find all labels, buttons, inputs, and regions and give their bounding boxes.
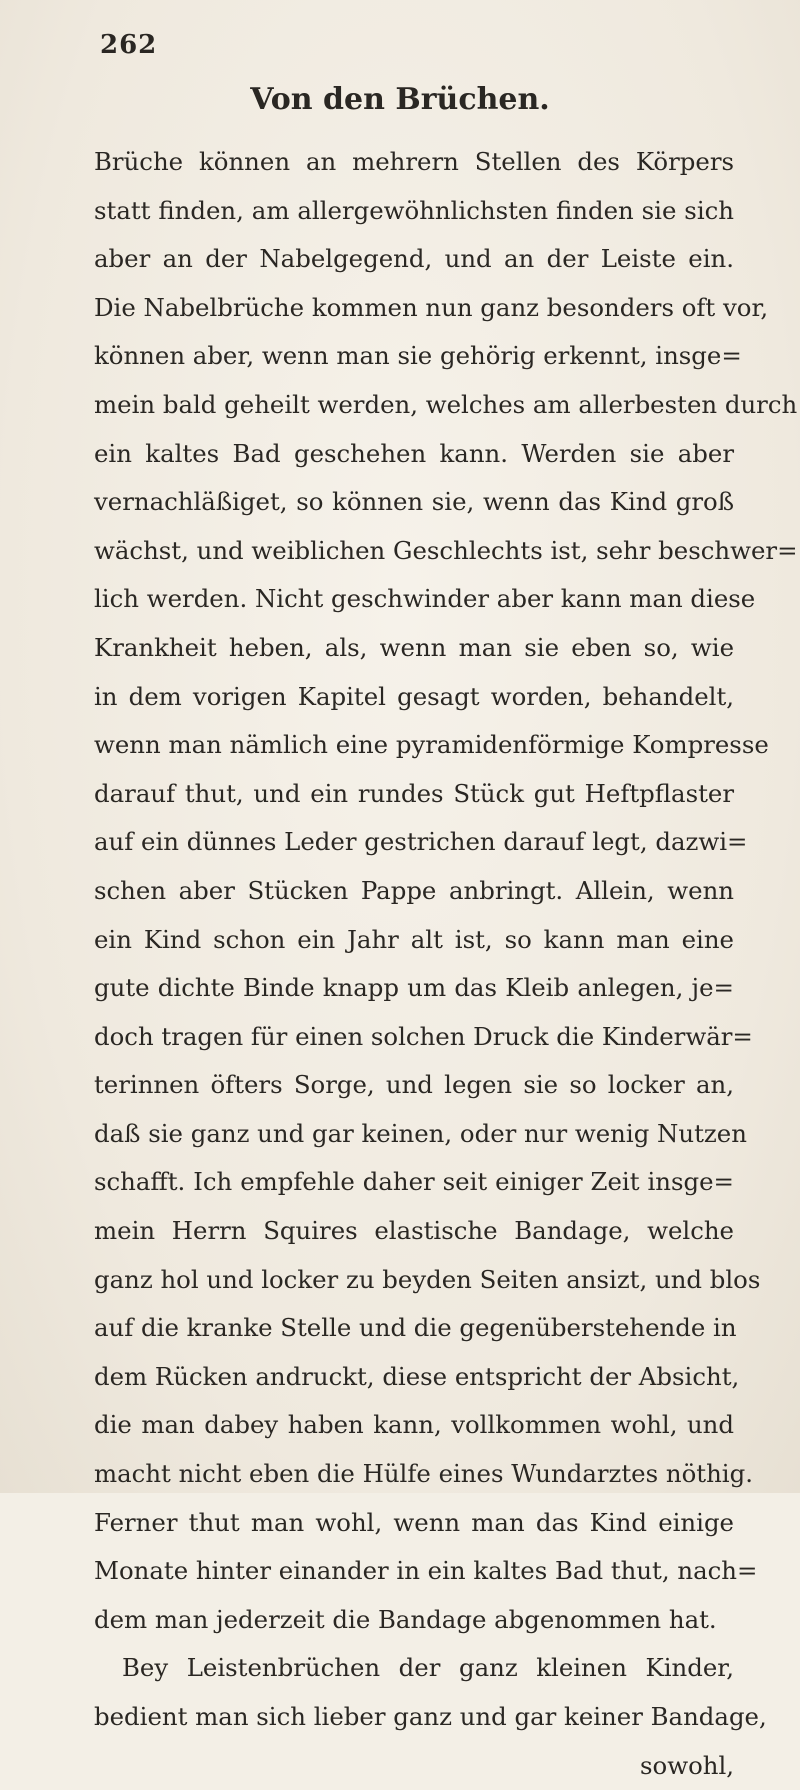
- text-line: mein bald geheilt werden, welches am allerbesten durch: [94, 389, 798, 419]
- chapter-heading: Von den Brüchen.: [250, 82, 550, 117]
- text-line: können aber, wenn man sie gehörig erkennt, insge=: [94, 341, 742, 371]
- text-line: die man dabey haben kann, vollkommen wohl, und: [94, 1410, 734, 1440]
- text-line: Ferner thut man wohl, wenn man das Kind einige: [94, 1507, 734, 1537]
- text-line: macht nicht eben die Hülfe eines Wundarztes nöthig.: [94, 1459, 753, 1489]
- text-line: mein Herrn Squires elastische Bandage, welche: [94, 1216, 734, 1246]
- text-line: dem Rücken andruckt, diese entspricht der Absicht,: [94, 1361, 740, 1391]
- text-line: ein Kind schon ein Jahr alt ist, so kann man eine: [94, 924, 734, 954]
- catchword: sowohl,: [640, 1750, 735, 1780]
- text-line: Krankheit heben, als, wenn man sie eben so, wie: [94, 632, 734, 662]
- text-line: terinnen öfters Sorge, und legen sie so locker an,: [94, 1070, 734, 1100]
- text-line: schen aber Stücken Pappe anbringt. Allein, wenn: [94, 875, 734, 905]
- text-line: Monate hinter einander in ein kaltes Bad thut, nach=: [94, 1556, 758, 1586]
- text-line: in dem vorigen Kapitel gesagt worden, behandelt,: [94, 681, 734, 711]
- text-line: auf die kranke Stelle und die gegenüberstehende in: [94, 1313, 737, 1343]
- text-line: ein kaltes Bad geschehen kann. Werden sie aber: [94, 438, 734, 468]
- text-line: schafft. Ich empfehle daher seit einiger Zeit insge=: [94, 1167, 734, 1197]
- text-line: ganz hol und locker zu beyden Seiten ansizt, und blos: [94, 1264, 761, 1294]
- text-line: aber an der Nabelgegend, und an der Leiste ein.: [94, 244, 734, 274]
- page-number: 262: [100, 30, 158, 60]
- text-line: daß sie ganz und gar keinen, oder nur wenig Nutzen: [94, 1118, 747, 1148]
- text-line: dem man jederzeit die Bandage abgenommen hat.: [94, 1604, 717, 1634]
- text-line: auf ein dünnes Leder gestrichen darauf legt, dazwi=: [94, 827, 748, 857]
- text-line: Bey Leistenbrüchen der ganz kleinen Kinder,: [122, 1653, 734, 1683]
- text-line: wächst, und weiblichen Geschlechts ist, sehr beschwer=: [94, 535, 798, 565]
- body-text: [94, 138, 798, 1790]
- text-line: vernachläßiget, so können sie, wenn das Kind groß: [94, 487, 734, 517]
- text-line: doch tragen für einen solchen Druck die Kinderwär=: [94, 1021, 753, 1051]
- text-line: gute dichte Binde knapp um das Kleib anlegen, je=: [94, 973, 734, 1003]
- text-line: wenn man nämlich eine pyramidenförmige Kompresse: [94, 730, 769, 760]
- text-line: darauf thut, und ein rundes Stück gut Heftpflaster: [94, 778, 734, 808]
- text-line: bedient man sich lieber ganz und gar keiner Bandage,: [94, 1702, 767, 1731]
- text-line: Brüche können an mehrern Stellen des Körpers: [94, 147, 734, 176]
- text-line: lich werden. Nicht geschwinder aber kann man diese: [94, 584, 756, 614]
- text-line: statt finden, am allergewöhnlichsten finden sie sich: [94, 195, 734, 225]
- text-line: Die Nabelbrüche kommen nun ganz besonders oft vor,: [94, 292, 769, 322]
